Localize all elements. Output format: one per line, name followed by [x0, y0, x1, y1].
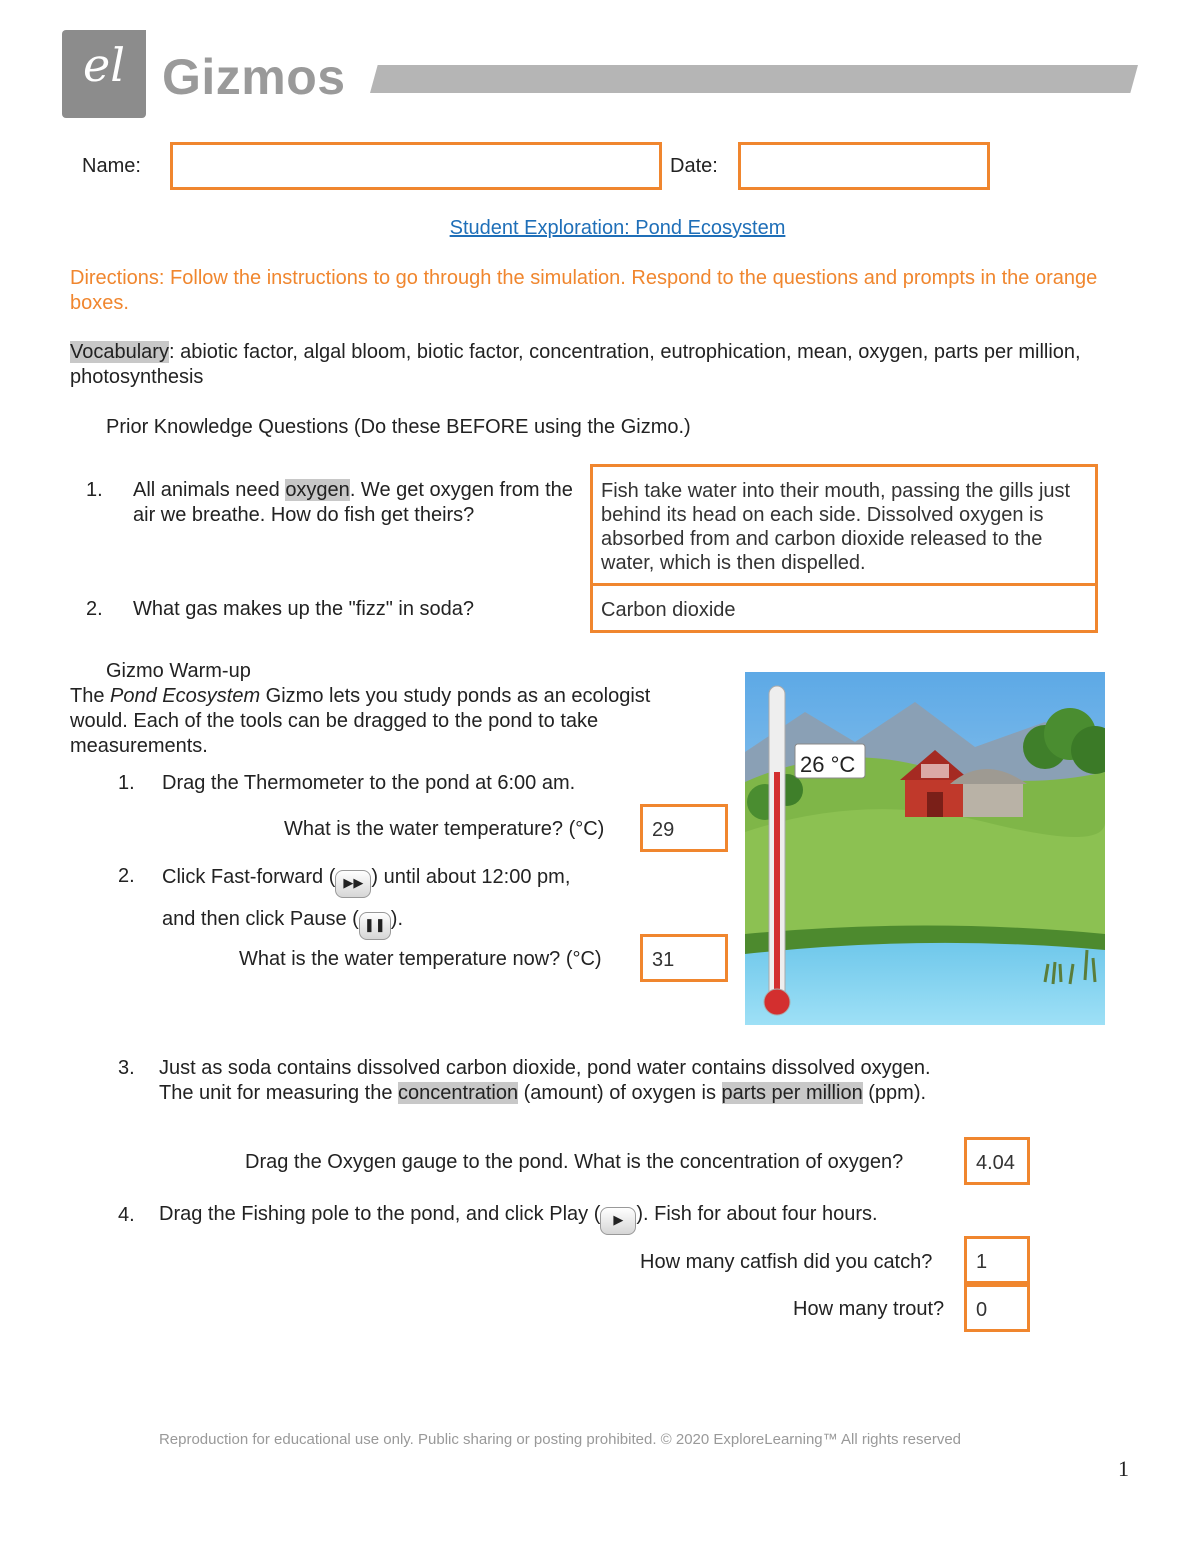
- pause-icon: ❚❚: [359, 912, 391, 940]
- q1-number: 1.: [86, 479, 103, 501]
- page-title[interactable]: Student Exploration: Pond Ecosystem: [449, 217, 786, 239]
- q2-number: 2.: [86, 598, 103, 620]
- s4-text: Drag the Fishing pole to the pond, and click Play ( ▶ ). Fish for about four hours.: [159, 1198, 959, 1241]
- q2-text: What gas makes up the "fizz" in soda?: [133, 598, 475, 620]
- s2-answer[interactable]: 31: [640, 934, 728, 982]
- name-field[interactable]: [170, 142, 662, 190]
- header-bar: [370, 65, 1138, 93]
- s4-catfish-question: How many catfish did you catch?: [640, 1251, 933, 1273]
- q1-highlight: oxygen: [285, 479, 350, 501]
- name-label: Name:: [82, 155, 141, 177]
- s1-number: 1.: [118, 772, 135, 794]
- fast-forward-icon: ▶▶: [335, 870, 371, 898]
- s3-question: Drag the Oxygen gauge to the pond. What is the concentration of oxygen?: [245, 1151, 904, 1173]
- q1-text: All animals need oxygen. We get oxygen from the air we breathe. How do fish get theirs?: [133, 479, 573, 526]
- s1-question: What is the water temperature? (°C): [284, 818, 605, 840]
- vocabulary-terms: : abiotic factor, algal bloom, biotic factor, concentration, eutrophication, mean, oxygen, parts per million, photosynthesis: [70, 341, 1081, 388]
- s2-number: 2.: [118, 865, 135, 887]
- s3-text: Just as soda contains dissolved carbon dioxide, pond water contains dissolved oxygen. The unit for measuring the concentration (amount) of oxygen is parts per million (ppm).: [159, 1057, 931, 1104]
- s2-text: Click Fast-forward ( ▶▶ ) until about 12:00 pm, and then click Pause ( ❚❚ ).: [162, 862, 632, 946]
- ppm-highlight: parts per million: [721, 1082, 863, 1104]
- vocabulary-label: Vocabulary: [70, 341, 169, 363]
- q2-answer[interactable]: Carbon dioxide: [590, 583, 1098, 633]
- vocabulary: [70, 340, 1110, 390]
- s4-trout-answer[interactable]: 0: [964, 1284, 1030, 1332]
- s3-number: 3.: [118, 1057, 135, 1079]
- s4-catfish-answer[interactable]: 1: [964, 1236, 1030, 1284]
- pond-scene-svg: [745, 672, 1105, 1025]
- prior-knowledge-heading: Prior Knowledge Questions (Do these BEFORE using the Gizmo.): [106, 416, 691, 438]
- s4-number: 4.: [118, 1204, 135, 1226]
- s4-trout-question: How many trout?: [793, 1298, 945, 1320]
- pond-simulation-image: [745, 672, 1105, 1025]
- brand-name: Gizmos: [162, 49, 346, 105]
- directions: Directions: Follow the instructions to go through the simulation. Respond to the questions and prompts in the orange boxes.: [70, 267, 1098, 314]
- s3-answer[interactable]: 4.04: [964, 1137, 1030, 1185]
- footer-copyright: Reproduction for educational use only. Public sharing or posting prohibited. © 2020 ExploreLearning™ All rights reserved: [158, 1431, 962, 1448]
- warmup-heading: Gizmo Warm-up: [106, 660, 251, 682]
- play-icon: ▶: [600, 1207, 636, 1235]
- s2-question: What is the water temperature now? (°C): [239, 948, 602, 970]
- sim-temp-readout: 26 °C: [800, 752, 856, 777]
- date-field[interactable]: [738, 142, 990, 190]
- s1-text: Drag the Thermometer to the pond at 6:00 am.: [162, 772, 576, 794]
- s1-answer[interactable]: 29: [640, 804, 728, 852]
- warmup-intro: The Pond Ecosystem Gizmo lets you study ponds as an ecologist would. Each of the tools can be dragged to the pond to take measurements.: [70, 685, 651, 757]
- q1-answer[interactable]: Fish take water into their mouth, passing the gills just behind its head on each side. Dissolved oxygen is absorbed from and carbon dioxide released to the water, which is then dispelled.: [590, 464, 1098, 586]
- date-label: Date:: [670, 155, 718, 177]
- logo-glyph: el: [83, 38, 125, 92]
- concentration-highlight: concentration: [398, 1082, 519, 1104]
- page-number: 1: [1118, 1456, 1129, 1481]
